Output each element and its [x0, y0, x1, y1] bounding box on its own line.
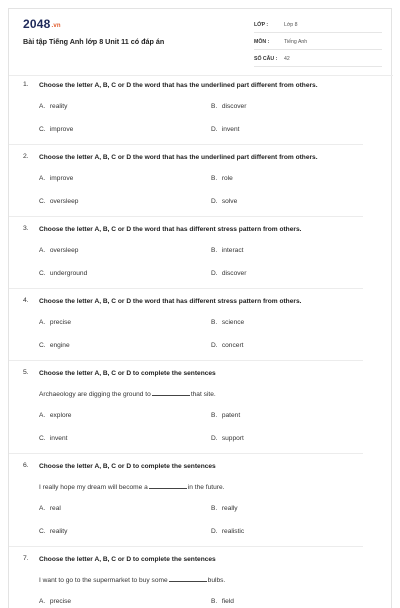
option-text: explore — [49, 412, 72, 419]
site-logo[interactable] — [23, 17, 61, 31]
question-divider — [9, 288, 363, 289]
option-letter: C. — [39, 198, 46, 205]
option-text: science — [221, 319, 245, 326]
option-text: role — [221, 175, 233, 182]
question-number: 2. — [23, 153, 29, 160]
option-b[interactable] — [211, 318, 383, 327]
meta-info — [254, 18, 382, 69]
question-2 — [9, 153, 393, 206]
answer-blank — [149, 482, 187, 489]
option-text: invent — [49, 435, 68, 442]
option-letter: D. — [211, 528, 218, 535]
option-letter: C. — [39, 342, 46, 349]
answer-options — [39, 411, 393, 443]
answer-options — [39, 102, 393, 134]
question-1 — [9, 81, 393, 134]
option-letter: B. — [211, 598, 218, 605]
option-text: support — [221, 435, 244, 442]
option-letter: B. — [211, 175, 218, 182]
logo-tld: .vn — [51, 23, 61, 29]
question-prompt: Choose the letter A, B, C or D to complete the sentences — [39, 370, 216, 377]
sentence-after: that site. — [190, 391, 216, 398]
meta-key: LỚP : — [254, 22, 269, 28]
option-letter: D. — [211, 435, 218, 442]
sentence-after: in the future. — [187, 484, 225, 491]
header-divider — [9, 75, 393, 76]
question-number: 3. — [23, 225, 29, 232]
question-prompt: Choose the letter A, B, C or D to complete the sentences — [39, 556, 216, 563]
option-letter: A. — [39, 505, 46, 512]
option-letter: A. — [39, 103, 46, 110]
option-a[interactable] — [39, 246, 211, 255]
option-b[interactable] — [211, 411, 383, 420]
question-number: 7. — [23, 555, 29, 562]
question-6 — [9, 462, 393, 536]
option-letter: A. — [39, 319, 46, 326]
option-letter: C. — [39, 435, 46, 442]
option-d[interactable] — [211, 269, 383, 278]
option-a[interactable] — [39, 597, 211, 606]
option-letter: B. — [211, 505, 218, 512]
question-divider — [9, 216, 363, 217]
question-number: 5. — [23, 369, 29, 376]
option-c[interactable] — [39, 125, 211, 134]
option-text: real — [49, 505, 61, 512]
option-d[interactable] — [211, 197, 383, 206]
answer-blank — [169, 575, 207, 582]
option-text: improve — [49, 175, 74, 182]
option-d[interactable] — [211, 125, 383, 134]
option-text: patent — [221, 412, 241, 419]
option-a[interactable] — [39, 504, 211, 513]
question-sentence — [39, 482, 393, 492]
option-a[interactable] — [39, 318, 211, 327]
worksheet-header — [9, 9, 393, 71]
option-b[interactable] — [211, 174, 383, 183]
option-text: field — [221, 598, 234, 605]
answer-options — [39, 597, 393, 606]
option-letter: A. — [39, 598, 46, 605]
question-divider — [9, 546, 363, 547]
option-letter: B. — [211, 247, 218, 254]
option-b[interactable] — [211, 102, 383, 111]
option-text: engine — [49, 342, 70, 349]
option-b[interactable] — [211, 246, 383, 255]
option-letter: C. — [39, 270, 46, 277]
option-text: reality — [49, 103, 68, 110]
question-prompt: Choose the letter A, B, C or D the word that has different stress pattern from others. — [39, 298, 302, 305]
question-sentence — [39, 575, 393, 585]
option-c[interactable] — [39, 434, 211, 443]
question-divider — [9, 453, 363, 454]
logo-text: 2048 — [23, 17, 51, 31]
option-text: reality — [49, 528, 68, 535]
option-d[interactable] — [211, 434, 383, 443]
sentence-after: bulbs. — [207, 577, 226, 584]
option-text: improve — [49, 126, 74, 133]
question-prompt: Choose the letter A, B, C or D the word that has the underlined part different from others. — [39, 154, 318, 161]
meta-value: 42 — [284, 56, 290, 62]
meta-row-count — [254, 52, 382, 67]
meta-key: SỐ CÂU : — [254, 56, 278, 62]
question-prompt: Choose the letter A, B, C or D the word that has different stress pattern from others. — [39, 226, 302, 233]
answer-options — [39, 174, 393, 206]
option-c[interactable] — [39, 527, 211, 536]
question-number: 6. — [23, 462, 29, 469]
sentence-before: I really hope my dream will become a — [39, 484, 148, 491]
option-letter: B. — [211, 319, 218, 326]
question-sentence — [39, 389, 393, 399]
question-divider — [9, 360, 363, 361]
question-5 — [9, 369, 393, 443]
option-text: discover — [221, 103, 247, 110]
question-prompt: Choose the letter A, B, C or D to complete the sentences — [39, 463, 216, 470]
option-letter: C. — [39, 528, 46, 535]
option-letter: D. — [211, 342, 218, 349]
question-number: 1. — [23, 81, 29, 88]
question-list — [9, 81, 393, 606]
option-letter: D. — [211, 126, 218, 133]
option-letter: D. — [211, 270, 218, 277]
question-prompt: Choose the letter A, B, C or D the word that has the underlined part different from others. — [39, 82, 318, 89]
option-letter: A. — [39, 412, 46, 419]
option-c[interactable] — [39, 269, 211, 278]
question-number: 4. — [23, 297, 29, 304]
option-c[interactable] — [39, 341, 211, 350]
option-text: really — [221, 505, 238, 512]
question-4 — [9, 297, 393, 350]
option-text: oversleep — [49, 247, 79, 254]
meta-key: MÔN : — [254, 39, 270, 45]
option-letter: A. — [39, 175, 46, 182]
question-7 — [9, 555, 393, 606]
option-text: discover — [221, 270, 247, 277]
option-letter: D. — [211, 198, 218, 205]
option-d[interactable] — [211, 527, 383, 536]
option-d[interactable] — [211, 341, 383, 350]
option-text: realistic — [221, 528, 245, 535]
answer-options — [39, 504, 393, 536]
option-a[interactable] — [39, 102, 211, 111]
option-text: precise — [49, 598, 72, 605]
option-b[interactable] — [211, 504, 383, 513]
worksheet-page — [8, 8, 392, 608]
option-text: invent — [221, 126, 240, 133]
question-3 — [9, 225, 393, 278]
answer-options — [39, 246, 393, 278]
option-text: oversleep — [49, 198, 79, 205]
meta-value: Lớp 8 — [284, 22, 298, 28]
option-letter: C. — [39, 126, 46, 133]
option-c[interactable] — [39, 197, 211, 206]
option-letter: B. — [211, 412, 218, 419]
option-text: underground — [49, 270, 88, 277]
option-letter: A. — [39, 247, 46, 254]
document-title: Bài tập Tiếng Anh lớp 8 Unit 11 có đáp án — [23, 37, 165, 46]
option-text: solve — [221, 198, 238, 205]
option-a[interactable] — [39, 411, 211, 420]
meta-row-class — [254, 18, 382, 33]
meta-value: Tiếng Anh — [284, 39, 308, 45]
answer-blank — [152, 389, 190, 396]
sentence-before: I want to go to the supermarket to buy some — [39, 577, 168, 584]
answer-options — [39, 318, 393, 350]
option-b[interactable] — [211, 597, 383, 606]
meta-row-subject — [254, 35, 382, 50]
option-text: concert — [221, 342, 244, 349]
sentence-before: Archaeology are digging the ground to — [39, 391, 151, 398]
option-a[interactable] — [39, 174, 211, 183]
option-text: interact — [221, 247, 244, 254]
question-divider — [9, 144, 363, 145]
option-letter: B. — [211, 103, 218, 110]
option-text: precise — [49, 319, 72, 326]
